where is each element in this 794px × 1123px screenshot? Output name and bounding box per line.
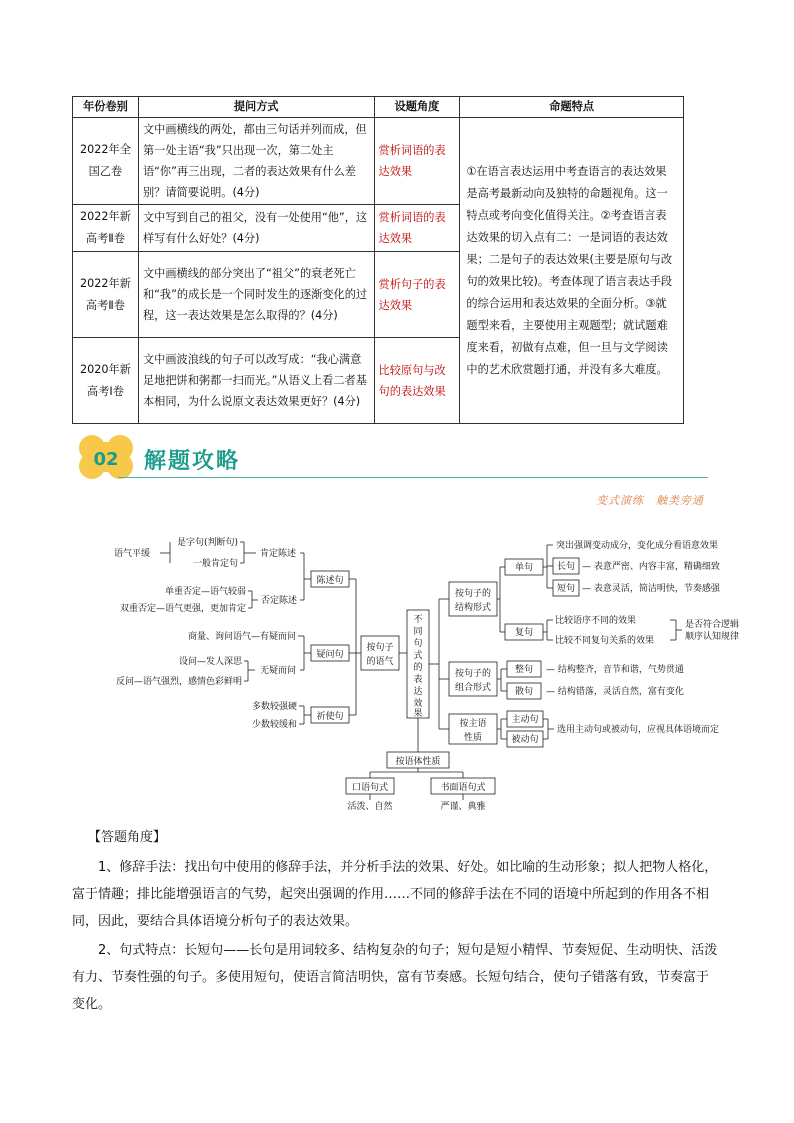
answer-paragraph-1: 1、修辞手法：找出句中使用的修辞手法，并分析手法的效果、好处。如比喻的生动形象；拟人把物人格化，富于情趣；排比能增强语言的气势，起突出强调的作用……不同的修辞手法在不同的语境中所起到的作用各不相同，因此，要结合具体语境分析句子的表达效果。 <box>72 860 718 929</box>
subject-label: 按主语 <box>459 719 487 729</box>
long-effect: — 表意严密、内容丰富，精确细致 <box>582 562 720 572</box>
center-char: 达 <box>413 687 423 697</box>
compound-label: 复句 <box>514 628 534 638</box>
passive-label: 被动句 <box>511 735 539 745</box>
answer-heading: 【答题角度】 <box>88 830 167 845</box>
shi-label: 是字句(判断句) <box>176 538 238 548</box>
whole-label: 整句 <box>514 665 534 675</box>
affirm-label: 肯定陈述 <box>259 549 297 559</box>
short-label: 短句 <box>556 584 576 594</box>
order-label: 顺序认知规律 <box>685 632 740 642</box>
center-char: 表 <box>413 675 423 685</box>
written-label: 书面语句式 <box>440 783 486 793</box>
rhet-q-label: 反问—语气强烈，感情色彩鲜明 <box>115 677 242 687</box>
style-label: 按语体性质 <box>395 757 441 767</box>
loose-label: 散句 <box>514 687 534 697</box>
simple-label: 单句 <box>514 563 534 573</box>
compare-order: 比较语序不同的效果 <box>555 616 637 626</box>
question-cell: 文中写到自己的祖父，没有一处使用“他”，这样写有什么好处？(4分) <box>138 205 374 252</box>
year-cell: 2022年全国乙卷 <box>73 118 139 205</box>
year-cell: 2020年新高考Ⅰ卷 <box>73 338 139 424</box>
section-title: 解题攻略 <box>144 449 241 474</box>
mood-label: 的语气 <box>366 657 394 667</box>
imperative-label: 祈使句 <box>316 712 344 722</box>
header-feature: 命题特点 <box>460 97 684 118</box>
angle-cell: 赏析词语的表达效果 <box>374 205 460 252</box>
year-cell: 2022年新高考Ⅱ卷 <box>73 205 139 252</box>
whole-effect: — 结构整齐，音节和谐，气势贯通 <box>546 665 684 675</box>
oral-label: 口语句式 <box>351 783 389 793</box>
short-effect: — 表意灵活，简洁明快，节奏感强 <box>582 584 720 594</box>
plain-label: 语气平缓 <box>114 549 151 559</box>
structure-label: 结构形式 <box>454 603 492 613</box>
oral-effect: 活泼、自然 <box>347 802 393 812</box>
discuss-label: 商量、询问语气—有疑而问 <box>187 632 296 642</box>
declarative-label: 陈述句 <box>316 576 344 586</box>
header-year: 年份卷别 <box>73 97 139 118</box>
header-angle: 设题角度 <box>374 97 460 118</box>
center-char: 效 <box>413 699 423 709</box>
question-cell: 文中画波浪线的句子可以改写成：“我心满意足地把饼和粥都一扫而光。”从语义上看二者基本相同，为什么说原文表达效果更好？(4分) <box>138 338 374 424</box>
feature-cell: ①在语言表达运用中考查语言的表达效果是高考最新动向及独特的命题视角。这一特点或考向变化值得关注。②考查语言表达效果的切入点有二：一是词语的表达效果；二是句子的表达效果(主要是原句与改句的效果比较)。考查体现了语言表达手段的综合运用和表达效果的全面分析。③就题型来看，主要使用主观题型；就试题难度来看，初做有点难，但一旦与文学阅读中的艺术欣赏题打通，并没有多大难度。 <box>460 118 684 424</box>
voice-effect: 选用主动句或被动句，应视具体语境而定 <box>557 725 720 735</box>
double-neg-label: 双重否定—语气更强，更加肯定 <box>119 604 246 614</box>
answer-paragraph-2: 2、句式特点：长短句——长句是用词较多、结构复杂的句子；短句是短小精悍、节奏短促、生动明快、活泼有力、节奏性强的句子。多使用短句，使语言简洁明快，富有节奏感。长短句结合，使句子错落有致，节奏富于变化。 <box>72 943 718 1012</box>
negate-label: 否定陈述 <box>260 596 298 606</box>
written-effect: 严谨、典雅 <box>440 802 486 812</box>
strong-label: 多数较强硬 <box>251 702 297 712</box>
center-char: 不 <box>413 615 423 625</box>
combo-label: 按句子的 <box>454 669 492 679</box>
single-neg-label: 单重否定—语气较弱 <box>164 587 246 597</box>
long-label: 长句 <box>556 562 576 572</box>
year-cell: 2022年新高考Ⅱ卷 <box>73 252 139 338</box>
center-char: 式 <box>413 651 423 661</box>
compare-relation: 比较不同复句关系的效果 <box>555 636 655 646</box>
angle-cell: 比较原句与改句的表达效果 <box>374 338 460 424</box>
center-char: 果 <box>413 709 423 719</box>
mild-label: 少数较缓和 <box>251 720 297 730</box>
combo-label: 组合形式 <box>454 683 492 693</box>
loose-effect: — 结构错落，灵活自然，富有变化 <box>546 687 684 697</box>
no-doubt-label: 无疑而问 <box>259 666 297 676</box>
general-affirm-label: 一般肯定句 <box>192 559 238 569</box>
simple-effect: 突出强调变动成分，变化成分看语意效果 <box>556 541 719 551</box>
angle-cell: 赏析词语的表达效果 <box>374 118 460 205</box>
active-label: 主动句 <box>511 715 539 725</box>
question-cell: 文中画横线的两处，都由三句话并列而成，但第一处主语“我”只出现一次，第二处主语“你”再三出现，二者的表达效果有什么差别？请简要说明。(4分) <box>138 118 374 205</box>
section-number: 02 <box>93 449 119 470</box>
interrogative-label: 疑问句 <box>316 650 344 660</box>
center-char: 句 <box>413 639 423 649</box>
center-char: 的 <box>413 663 423 673</box>
logic-label: 是否符合逻辑 <box>685 620 740 630</box>
question-cell: 文中画横线的部分突出了“祖父”的衰老死亡和“我”的成长是一个同时发生的逐渐变化的过程，这一表达效果是怎么取得的？(4分) <box>138 252 374 338</box>
set-q-label: 设问—发人深思 <box>178 657 242 667</box>
angle-cell: 赏析句子的表达效果 <box>374 252 460 338</box>
mood-label: 按句子 <box>366 643 394 653</box>
section-subtitle: 变式演练 触类旁通 <box>596 494 704 507</box>
header-question: 提问方式 <box>138 97 374 118</box>
structure-label: 按句子的 <box>454 589 492 599</box>
center-char: 同 <box>413 627 423 637</box>
subject-label: 性质 <box>463 733 483 743</box>
